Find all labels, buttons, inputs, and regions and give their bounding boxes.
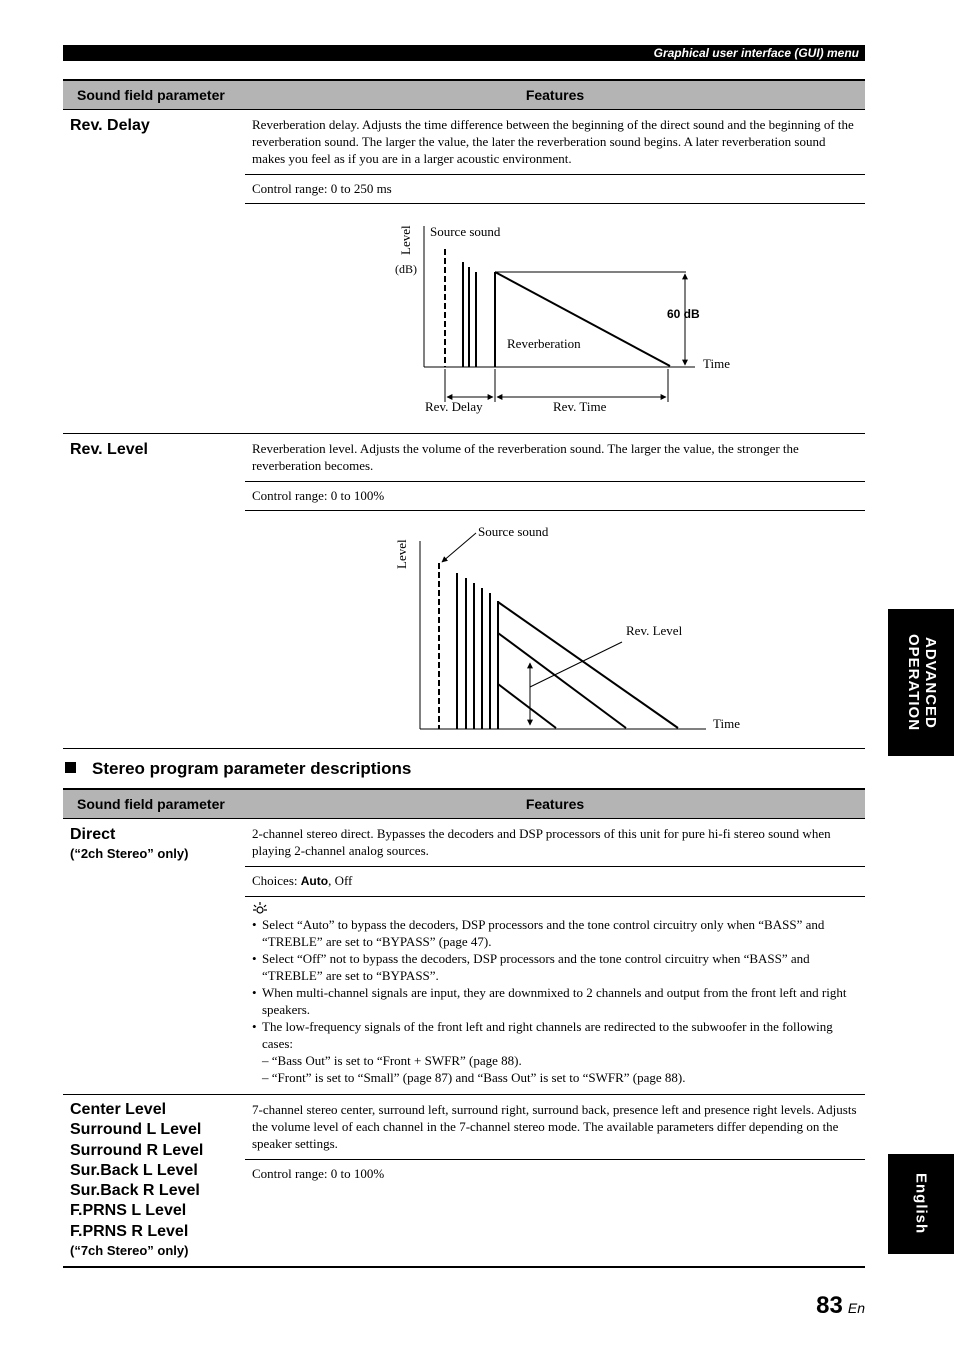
param-note-direct: (“2ch Stereo” only) — [70, 846, 189, 862]
col-header-features: Features — [245, 789, 865, 819]
diagram1-rev-delay-label: Rev. Delay — [425, 399, 483, 414]
diagram1-60db-label: 60 dB — [667, 307, 700, 321]
table-row — [63, 434, 865, 749]
param-name-fprns-r-level: F.PRNS R Level — [70, 1222, 189, 1240]
list-item: • The low-frequency signals of the front left and right channels are redirected to the subwoofer in the following cases: — [252, 1018, 861, 1052]
levels-description: 7-channel stereo center, surround left, surround right, surround back, presence left and presence right levels. Adjusts the volume level of each channel in the 7-channel stereo mode. The available parameters differ depending on the speaker settings. — [245, 1095, 865, 1160]
rev-level-range: Control range: 0 to 100% — [245, 482, 865, 511]
section-square-icon — [65, 762, 76, 773]
param-name-surback-l-level: Sur.Back L Level — [70, 1161, 198, 1179]
header-title: Graphical user interface (GUI) menu — [653, 46, 859, 60]
rev-level-description: Reverberation level. Adjusts the volume of the reverberation sound. The larger the value, the stronger the reverberation becomes. — [245, 434, 865, 482]
rev-delay-diagram — [63, 204, 865, 433]
sound-field-table-2 — [63, 788, 865, 1268]
choices-default: Auto — [300, 874, 329, 888]
param-name-fprns-l-level: F.PRNS L Level — [70, 1202, 187, 1220]
rev-level-diagram — [63, 511, 865, 748]
section-title — [65, 759, 411, 779]
choices-prefix: Choices: — [252, 873, 301, 888]
diagram1-reverb-label: Reverberation — [507, 336, 581, 351]
hint-list — [252, 916, 861, 1052]
side-tab-english — [888, 1154, 954, 1254]
side-tab-advanced-operation — [888, 609, 954, 756]
choices-rest: , Off — [328, 873, 353, 888]
direct-choices — [245, 867, 865, 897]
hint-icon — [252, 901, 861, 916]
direct-hints — [245, 897, 865, 1094]
section-title-text: Stereo program parameter descriptions — [92, 759, 412, 778]
page-number — [816, 1292, 865, 1320]
col-header-parameter: Sound field parameter — [63, 789, 245, 819]
page-number-value: 83 — [816, 1292, 843, 1319]
direct-description: 2-channel stereo direct. Bypasses the decoders and DSP processors of this unit for pure hi-fi stereo sound when playing 2-channel analog sources. — [245, 819, 865, 867]
param-names-levels — [63, 1095, 245, 1242]
diagram1-source-label: Source sound — [430, 224, 501, 239]
sound-field-table-1 — [63, 79, 865, 749]
table-row — [63, 819, 865, 1095]
col-header-parameter: Sound field parameter — [63, 80, 245, 110]
diagram2-source-label: Source sound — [478, 524, 549, 539]
levels-range: Control range: 0 to 100% — [252, 1166, 385, 1181]
list-item: • Select “Off” not to bypass the decoders, DSP processors and the tone control circuitry when “BASS” and “TREBLE” are set to “BYPASS”. — [252, 950, 861, 984]
param-name-rev-level: Rev. Level — [70, 441, 148, 458]
list-item: • When multi-channel signals are input, they are downmixed to 2 channels and output from the front left and right speakers. — [252, 984, 861, 1018]
diagram1-rev-time-label: Rev. Time — [553, 399, 607, 414]
list-subitem: – “Front” is set to “Small” (page 87) and “Bass Out” is set to “SWFR” (page 88). — [262, 1070, 686, 1085]
param-name-center-level: Center Level — [70, 1101, 167, 1118]
rev-delay-range: Control range: 0 to 250 ms — [245, 175, 865, 204]
diagram1-db-label: (dB) — [395, 262, 417, 276]
param-name-surround-l-level: Surround L Level — [70, 1121, 202, 1139]
side-tab-advanced-label: ADVANCED OPERATION — [905, 633, 939, 732]
diagram2-rev-level-label: Rev. Level — [626, 623, 683, 638]
table-row — [63, 1095, 865, 1268]
header-bar — [63, 45, 865, 61]
param-name-surround-r-level: Surround R Level — [70, 1141, 204, 1159]
side-tab-english-label: English — [912, 1173, 930, 1235]
param-name-rev-delay: Rev. Delay — [70, 117, 150, 134]
rev-delay-description: Reverberation delay. Adjusts the time difference between the beginning of the direct sound and the beginning of the reverberation sound. The larger the value, the later the reverberation sound begins. A later reverberation sound makes you feel as if you are in a larger acoustic environment. — [245, 110, 865, 175]
col-header-features: Features — [245, 80, 865, 110]
diagram1-time-label: Time — [703, 356, 730, 371]
diagram2-time-label: Time — [713, 716, 740, 731]
diagram2-level-label: Level — [394, 539, 409, 569]
page-number-suffix: En — [847, 1300, 865, 1316]
table-row — [63, 110, 865, 434]
diagram1-level-label: Level — [398, 225, 413, 255]
param-name-direct: Direct — [70, 826, 116, 843]
param-note-levels: (“7ch Stereo” only) — [70, 1243, 189, 1259]
param-name-surback-r-level: Sur.Back R Level — [70, 1182, 200, 1200]
list-subitem: – “Bass Out” is set to “Front + SWFR” (page 88). — [262, 1053, 522, 1068]
list-item: • Select “Auto” to bypass the decoders, DSP processors and the tone control circuitry only when “BASS” and “TREBLE” are set to “BYPASS” (page 47). — [252, 916, 861, 950]
